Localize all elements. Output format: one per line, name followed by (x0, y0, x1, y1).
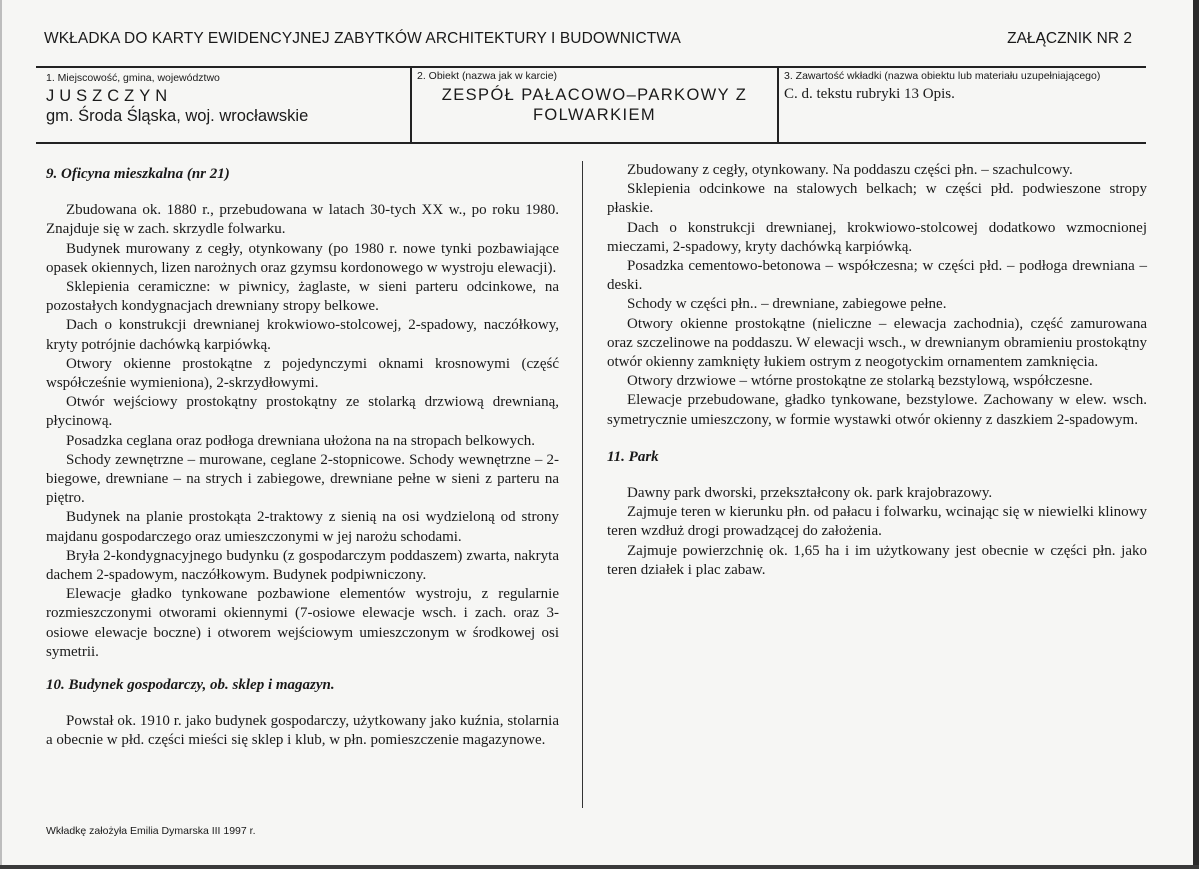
scan-edge-right (1193, 0, 1199, 869)
section-9-heading: 9. Oficyna mieszkalna (nr 21) (46, 166, 230, 182)
section-10-continued-paragraph: Sklepienia odcinkowe na stalowych belkach; w części płd. podwieszone stropy płaskie. (607, 181, 1147, 217)
section-9-paragraph: Zbudowana ok. 1880 r., przebudowana w latach 30-tych XX w., po roku 1980. Znajduje się w zach. skrzydle folwarku. (46, 202, 559, 238)
section-9-paragraph: Sklepienia ceramiczne: w piwnicy, żaglaste, w sieni parteru odcinkowe, na pozostałych kondygnacjach drewniany stropy belkowe. (46, 279, 559, 315)
object-name (412, 85, 777, 125)
section-10-continued-paragraph: Posadzka cementowo-betonowa – współczesna; w części płd. – podłoga drewniana – deski. (607, 258, 1147, 294)
left-column (46, 165, 559, 751)
attachment-number: ZAŁĄCZNIK NR 2 (1007, 30, 1132, 47)
content-value: C. d. tekstu rubryki 13 Opis. (784, 86, 955, 102)
section-9-paragraph: Dach o konstrukcji drewnianej krokwiowo-stolcowej, 2-spadowy, naczółkowy, kryty potrójnie dachówką karpiówką. (46, 317, 559, 353)
section-10-continued-paragraph: Otwory okienne prostokątne (nieliczne – elewacja zachodnia), część zamurowana oraz szczelinowe na poddaszu. W elewacji wsch., w drewnianym obramieniu prostokątny otwór okienny zamknięty łukiem ostrym z neogotyckim ornamentem zamknięcia. (607, 315, 1147, 371)
content-label: 3. Zawartość wkładki (nazwa obiektu lub materiału uzupełniającego) (784, 70, 1101, 82)
town-name: JUSZCZYN (46, 87, 173, 105)
section-11-paragraph: Zajmuje teren w kierunku płn. od pałacu i folwarku, wcinając się w niewielki klinowy teren wzdłuż drogi prowadzącej do założenia. (607, 504, 1147, 540)
section-9-paragraph: Otwory okienne prostokątne z pojedynczymi oknami krosnowymi (część współcześnie wymieniona), 2-skrzydłowymi. (46, 355, 559, 392)
section-10-paragraph: Powstał ok. 1910 r. jako budynek gospodarczy, użytkowany jako kuźnia, stolarnia a obecnie w płd. części mieści się sklep i klub, w płn. pomieszczenie magazynowe. (46, 713, 559, 749)
column-separator (582, 161, 583, 808)
box-divider-2 (777, 66, 779, 144)
section-10-continued-paragraph: Otwory drzwiowe – wtórne prostokątne ze stolarką bezstylową, współczesne. (627, 373, 1093, 390)
object-name-line-1: ZESPÓŁ PAŁACOWO–PARKOWY Z (441, 86, 748, 104)
section-11-heading: 11. Park (607, 448, 659, 465)
object-label: 2. Obiekt (nazwa jak w karcie) (417, 70, 558, 82)
section-9-paragraph: Budynek murowany z cegły, otynkowany (po 1980 r. nowe tynki pozbawiające opasek okiennych, lizen narożnych oraz gzymsu kordonowego w wystroju elewacji). (46, 240, 559, 276)
section-10-heading: 10. Budynek gospodarczy, ob. sklep i magazyn. (46, 677, 335, 694)
section-9-paragraph: Otwór wejściowy prostokątny prostokątny ze stolarką drzwiową drewnianą, płycinową. (46, 394, 559, 430)
section-9-paragraph: Budynek na planie prostokąta 2-traktowy z sienią na osi wydzieloną od strony majdanu gospodarczego oraz umieszczonymi w jej narożu schodami. (46, 509, 559, 545)
section-9-paragraph: Schody zewnętrzne – murowane, ceglane 2-stopnicowe. Schody wewnętrzne – 2-biegowe, drewniane – na strych i zabiegowe, drewniane pełne w sieni z parteru na piętro. (46, 451, 559, 507)
object-name-line-2: FOLWARKIEM (532, 106, 657, 124)
scan-edge-bottom (0, 865, 1199, 869)
commune-name: gm. Środa Śląska, woj. wrocławskie (46, 107, 309, 125)
section-9-paragraph: Posadzka ceglana oraz podłoga drewniana ułożona na na stropach belkowych. (66, 432, 535, 449)
right-column (607, 161, 1147, 580)
section-10-continued-paragraph: Elewacje przebudowane, gładko tynkowane, bezstylowe. Zachowany w elew. wsch. symetrycznie umieszczony, w formie wystawki otwór okienny z daszkiem 2-spadowym. (607, 392, 1147, 428)
section-10-continued-paragraph: Dach o konstrukcji drewnianej, krokwiowo-stolcowej dodatkowo wzmocnionej mieczami, 2-spadowy, kryty dachówką karpiówką. (607, 219, 1147, 255)
author-note: Wkładkę założyła Emilia Dymarska III 1997 r. (46, 825, 256, 837)
section-11-paragraph: Dawny park dworski, przekształcony ok. park krajobrazowy. (627, 485, 993, 502)
header-rule-bottom (36, 142, 1146, 144)
form-title: WKŁADKA DO KARTY EWIDENCYJNEJ ZABYTKÓW ARCHITEKTURY I BUDOWNICTWA (44, 30, 681, 47)
section-9-paragraph: Bryła 2-kondygnacyjnego budynku (z gospodarczym poddaszem) zwarta, nakryta dachem 2-spadowym, naczółkowym. Budynek podpiwniczony. (46, 547, 559, 584)
section-9-paragraph: Elewacje gładko tynkowane pozbawione elementów wystroju, z regularnie rozmieszczonymi otworami okiennymi (7-osiowe elewacje wsch. i zach. oraz 3-osiowe elewacje boczne) i otworem wejściowym umieszczonym w środkowej osi symetrii. (46, 586, 559, 660)
section-10-continued-paragraph: Schody w części płn.. – drewniane, zabiegowe pełne. (627, 296, 947, 313)
location-label: 1. Miejscowość, gmina, województwo (46, 72, 220, 84)
scan-edge-left (0, 0, 2, 869)
header-rule-top (36, 66, 1146, 68)
section-10-continued-paragraph: Zbudowany z cegły, otynkowany. Na poddaszu części płn. – szachulcowy. (627, 162, 1073, 178)
section-11-paragraph: Zajmuje powierzchnię ok. 1,65 ha i im użytkowany jest obecnie w części płn. jako teren działek i plac zabaw. (607, 542, 1147, 578)
